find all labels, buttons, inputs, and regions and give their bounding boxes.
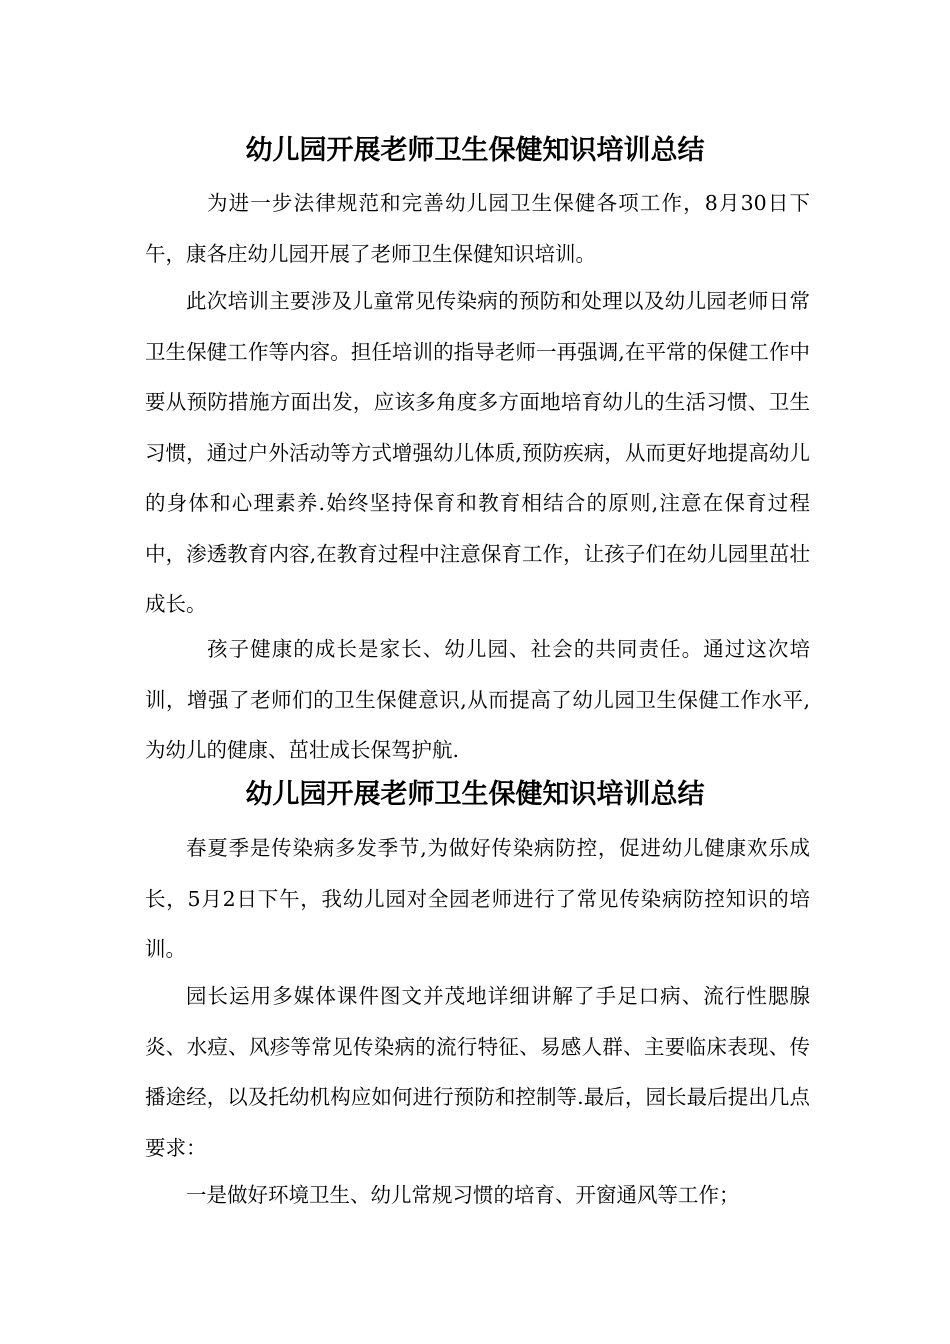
section2-paragraph-1: 春夏季是传染病多发季节,为做好传染病防控，促进幼儿健康欢乐成长，5月2日下午，我幼儿园对全园老师进行了常见传染病防控知识的培训。 bbox=[145, 836, 810, 961]
section2-paragraph-3: 一是做好环境卫生、幼儿常规习惯的培育、开窗通风等工作； bbox=[186, 1183, 740, 1207]
section2-title: 幼儿园开展老师卫生保健知识培训总结 bbox=[245, 779, 705, 810]
section1-paragraph-3: 孩子健康的成长是家长、幼儿园、社会的共同责任。通过这次培训，增强了老师们的卫生保健意识,从而提高了幼儿园卫生保健工作水平,为幼儿的健康、茁壮成长保驾护航. bbox=[145, 637, 810, 762]
section1-title: 幼儿园开展老师卫生保健知识培训总结 bbox=[245, 135, 705, 166]
section1-paragraph-1: 为进一步法律规范和完善幼儿园卫生保健各项工作，8月30日下午，康各庄幼儿园开展了老师卫生保健知识培训。 bbox=[145, 191, 810, 266]
section2-paragraph-2: 园长运用多媒体课件图文并茂地详细讲解了手足口病、流行性腮腺炎、水痘、风疹等常见传染病的流行特征、易感人群、主要临床表现、传播途经，以及托幼机构应如何进行预防和控制等.最后，园长最后提出几点要求： bbox=[145, 984, 810, 1160]
section1-paragraph-2: 此次培训主要涉及儿童常见传染病的预防和处理以及幼儿园老师日常卫生保健工作等内容。担任培训的指导老师一再强调,在平常的保健工作中要从预防措施方面出发，应该多角度多方面地培育幼儿的生活习惯、卫生习惯，通过户外活动等方式增强幼儿体质,预防疾病，从而更好地提高幼儿的身体和心理素养.始终坚持保育和教育相结合的原则,注意在保育过程中，渗透教育内容,在教育过程中注意保育工作，让孩子们在幼儿园里茁壮成长。 bbox=[145, 289, 810, 616]
